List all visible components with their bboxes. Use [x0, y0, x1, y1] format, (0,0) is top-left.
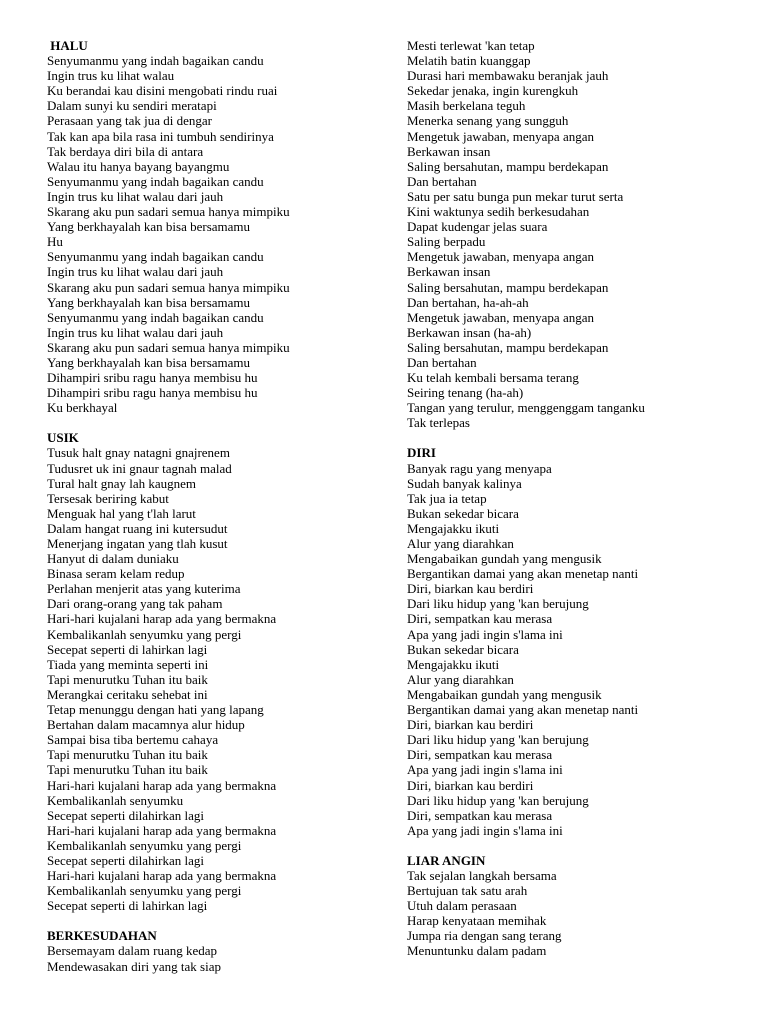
lyric-line: Sekedar jenaka, ingin kurengkuh: [407, 83, 579, 99]
lyric-line: Mengabaikan gundah yang mengusik: [407, 686, 602, 702]
lyric-line: Tak sejalan langkah bersama: [407, 867, 557, 883]
song-usik: [47, 430, 387, 913]
lyric-line: Menerka senang yang sungguh: [407, 113, 569, 129]
lyric-line: Secepat seperti dilahirkan lagi: [47, 807, 205, 823]
lyric-line: Tudusret uk ini gnaur tagnah malad: [47, 460, 232, 476]
song-title: HALU: [47, 38, 88, 53]
lyric-line: Dari liku hidup yang 'kan berujung: [407, 792, 589, 808]
lyric-line: Dari liku hidup yang 'kan berujung: [407, 596, 589, 612]
lyric-line: Kembalikanlah senyumku yang pergi: [47, 883, 242, 899]
lyric-line: Ingin trus ku lihat walau dari jauh: [47, 188, 224, 204]
lyric-line: Yang berkhayalah kan bisa bersamamu: [47, 219, 251, 235]
song-title: DIRI: [407, 445, 436, 461]
lyric-line: Ingin trus ku lihat walau dari jauh: [47, 324, 224, 340]
lyric-line: Satu per satu bunga pun mekar turut serta: [407, 188, 624, 204]
lyric-line: Hari-hari kujalani harap ada yang bermakna: [47, 868, 277, 884]
lyric-line: Mengetuk jawaban, menyapa angan: [407, 128, 594, 144]
lyric-line: Ku berandai kau disini mengobati rindu ruai: [47, 83, 278, 99]
lyric-line: Kembalikanlah senyumku yang pergi: [47, 837, 242, 853]
lyric-line: Tangan yang terulur, menggenggam tanganku: [407, 400, 645, 416]
lyric-line: Seiring tenang (ha-ah): [407, 385, 524, 401]
lyric-line: Saling berpadu: [407, 234, 486, 250]
lyric-line: Diri, sempatkan kau merasa: [407, 807, 553, 823]
lyric-line: Bertahan dalam macamnya alur hidup: [47, 717, 245, 733]
lyric-line: Dan bertahan: [407, 173, 477, 189]
lyric-line: Tersesak beriring kabut: [47, 490, 169, 506]
lyric-line: Binasa seram kelam redup: [47, 566, 185, 582]
lyric-line: Senyumanmu yang indah bagaikan candu: [47, 173, 264, 189]
lyric-line: Melatih batin kuanggap: [407, 53, 531, 69]
song-halu: [47, 38, 387, 415]
song-diri: [407, 445, 747, 837]
lyric-line: Walau itu hanya bayang bayangmu: [47, 158, 230, 174]
lyric-line: Tak terlepas: [407, 415, 470, 431]
lyric-line: Bertujuan tak satu arah: [407, 883, 528, 899]
lyric-line: Tak kan apa bila rasa ini tumbuh sendirinya: [47, 128, 274, 144]
lyric-line: Tetap menunggu dengan hati yang lapang: [47, 702, 264, 718]
lyric-line: Tapi menurutku Tuhan itu baik: [47, 747, 208, 763]
lyric-line: Bukan sekedar bicara: [407, 641, 519, 657]
lyric-line: Tak berdaya diri bila di antara: [47, 143, 204, 159]
lyric-line: Senyumanmu yang indah bagaikan candu: [47, 249, 264, 265]
lyric-line: Senyumanmu yang indah bagaikan candu: [47, 309, 264, 325]
lyric-line: Ingin trus ku lihat walau dari jauh: [47, 264, 224, 280]
lyric-line: Dalam hangat ruang ini kutersudut: [47, 520, 228, 536]
song-title: BERKESUDAHAN: [47, 928, 157, 944]
lyric-line: Kini waktunya sedih berkesudahan: [407, 204, 590, 220]
lyric-line: Dan bertahan: [407, 354, 477, 370]
lyric-line: Bukan sekedar bicara: [407, 505, 519, 521]
lyric-line: Harap kenyataan memihak: [407, 913, 547, 929]
lyric-line: Mengajakku ikuti: [407, 656, 500, 672]
lyric-line: Secepat seperti dilahirkan lagi: [47, 852, 205, 868]
lyric-line: Menuntunku dalam padam: [407, 943, 547, 959]
lyric-line: Banyak ragu yang menyapa: [407, 460, 552, 476]
lyric-line: Dalam sunyi ku sendiri meratapi: [47, 98, 217, 114]
lyric-line: Mengetuk jawaban, menyapa angan: [407, 249, 594, 265]
lyric-line: Skarang aku pun sadari semua hanya mimpiku: [47, 279, 290, 295]
lyric-line: Apa yang jadi ingin s'lama ini: [407, 762, 563, 778]
song-untitled: [407, 38, 747, 430]
lyric-line: Tusuk halt gnay natagni gnajrenem: [47, 445, 230, 461]
lyric-line: Merangkai ceritaku sehebat ini: [47, 686, 208, 702]
lyric-line: Yang berkhayalah kan bisa bersamamu: [47, 294, 251, 310]
lyric-line: Apa yang jadi ingin s'lama ini: [407, 626, 563, 642]
lyric-line: Tural halt gnay lah kaugnem: [47, 475, 196, 491]
lyric-line: Secepat seperti di lahirkan lagi: [47, 898, 208, 914]
lyric-line: Perasaan yang tak jua di dengar: [47, 113, 212, 129]
lyric-line: Dan bertahan, ha-ah-ah: [407, 294, 529, 310]
lyric-line: Saling bersahutan, mampu berdekapan: [407, 339, 609, 355]
lyric-line: Dihampiri sribu ragu hanya membisu hu: [47, 385, 258, 401]
lyric-line: Diri, biarkan kau berdiri: [407, 581, 534, 597]
lyric-line: Tak jua ia tetap: [407, 490, 487, 506]
lyric-line: Sudah banyak kalinya: [407, 475, 522, 491]
lyric-line: Dihampiri sribu ragu hanya membisu hu: [47, 370, 258, 386]
lyric-line: Hu: [47, 234, 63, 250]
lyric-line: Saling bersahutan, mampu berdekapan: [407, 279, 609, 295]
lyric-line: Senyumanmu yang indah bagaikan candu: [47, 53, 264, 69]
lyric-line: Diri, sempatkan kau merasa: [407, 611, 553, 627]
lyric-line: Berkawan insan: [407, 143, 491, 159]
lyric-line: Yang berkhayalah kan bisa bersamamu: [47, 354, 251, 370]
lyric-line: Kembalikanlah senyumku: [47, 792, 184, 808]
song-title: LIAR ANGIN: [407, 852, 486, 868]
lyric-line: Ingin trus ku lihat walau: [47, 68, 175, 84]
lyric-line: Mengajakku ikuti: [407, 520, 500, 536]
lyric-line: Apa yang jadi ingin s'lama ini: [407, 822, 563, 838]
left-column: [47, 38, 387, 989]
lyric-line: Perlahan menjerit atas yang kuterima: [47, 581, 241, 597]
lyric-line: Skarang aku pun sadari semua hanya mimpiku: [47, 204, 290, 220]
lyric-line: Jumpa ria dengan sang terang: [407, 928, 562, 944]
lyric-line: Diri, biarkan kau berdiri: [407, 717, 534, 733]
lyric-line: Alur yang diarahkan: [407, 671, 514, 687]
lyric-line: Mengetuk jawaban, menyapa angan: [407, 309, 594, 325]
lyric-line: Hari-hari kujalani harap ada yang bermakna: [47, 611, 277, 627]
lyric-line: Dari orang-orang yang tak paham: [47, 596, 223, 612]
lyric-line: Masih berkelana teguh: [407, 98, 526, 114]
lyric-line: Berkawan insan: [407, 264, 491, 280]
song-berkesudahan: [47, 928, 387, 973]
lyric-line: Menerjang ingatan yang tlah kusut: [47, 536, 228, 551]
lyric-line: Tiada yang meminta seperti ini: [47, 656, 209, 672]
lyric-line: Saling bersahutan, mampu berdekapan: [407, 158, 609, 174]
lyric-line: Diri, biarkan kau berdiri: [407, 777, 534, 793]
lyric-line: Hari-hari kujalani harap ada yang bermakna: [47, 777, 277, 793]
lyric-line: Utuh dalam perasaan: [407, 898, 517, 914]
song-title: USIK: [47, 430, 79, 446]
lyric-line: Dapat kudengar jelas suara: [407, 219, 548, 235]
lyric-line: Kembalikanlah senyumku yang pergi: [47, 626, 242, 642]
lyric-line: Ku berkhayal: [47, 400, 118, 416]
lyric-line: Hari-hari kujalani harap ada yang bermakna: [47, 822, 277, 838]
lyric-line: Sampai bisa tiba bertemu cahaya: [47, 732, 219, 748]
lyric-line: Tapi menurutku Tuhan itu baik: [47, 671, 208, 687]
song-liar-angin: [407, 853, 747, 959]
lyric-line: Bergantikan damai yang akan menetap nanti: [407, 566, 639, 582]
right-column: [407, 38, 747, 974]
lyric-line: Menguak hal yang t'lah larut: [47, 505, 196, 521]
lyric-line: Skarang aku pun sadari semua hanya mimpiku: [47, 339, 290, 355]
lyric-line: Mendewasakan diri yang tak siap: [47, 958, 222, 974]
lyric-line: Diri, sempatkan kau merasa: [407, 747, 553, 763]
lyric-line: Dari liku hidup yang 'kan berujung: [407, 732, 589, 748]
lyric-line: Bersemayam dalam ruang kedap: [47, 943, 218, 959]
lyric-line: Secepat seperti di lahirkan lagi: [47, 641, 208, 657]
lyric-line: Ku telah kembali bersama terang: [407, 370, 579, 386]
lyric-line: Tapi menurutku Tuhan itu baik: [47, 762, 208, 778]
lyric-line: Mesti terlewat 'kan tetap: [407, 38, 535, 53]
lyric-line: Berkawan insan (ha-ah): [407, 324, 532, 340]
lyric-line: Durasi hari membawaku beranjak jauh: [407, 68, 609, 84]
lyric-line: Alur yang diarahkan: [407, 536, 514, 551]
lyric-line: Hanyut di dalam duniaku: [47, 551, 179, 567]
lyric-line: Mengabaikan gundah yang mengusik: [407, 551, 602, 567]
lyric-line: Bergantikan damai yang akan menetap nanti: [407, 702, 639, 718]
